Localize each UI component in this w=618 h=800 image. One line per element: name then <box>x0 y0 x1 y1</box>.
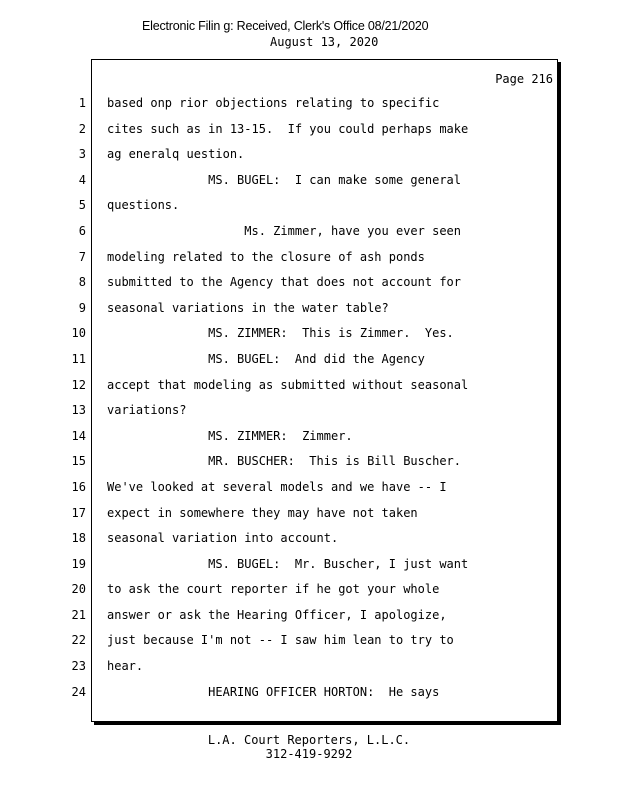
line-number: 2 <box>78 121 86 136</box>
reporter-phone-number: 312-419-9292 <box>265 747 353 761</box>
transcript-text <box>107 96 468 710</box>
transcript-line: ag eneralq uestion. <box>107 147 245 162</box>
transcript-line: variations? <box>107 403 187 418</box>
transcript-line: based onp rior objections relating to specific <box>107 96 440 110</box>
line-number: 7 <box>78 249 86 264</box>
line-number: 24 <box>71 684 86 699</box>
transcript-line: cites such as in 13-15. If you could perhaps make <box>107 121 469 136</box>
line-number: 13 <box>71 403 86 418</box>
line-number-column <box>62 96 86 710</box>
line-number: 9 <box>78 300 86 315</box>
court-reporter-footer <box>0 733 618 761</box>
page-number-label: Page 216 <box>495 72 553 86</box>
line-number: 3 <box>78 147 86 162</box>
transcript-line: seasonal variations in the water table? <box>107 300 389 315</box>
line-number: 8 <box>78 275 86 290</box>
line-number: 14 <box>71 428 86 443</box>
transcript-line: MS. ZIMMER: This is Zimmer. Yes. <box>107 326 454 341</box>
transcript-line: just because I'm not -- I saw him lean to try to <box>107 633 454 648</box>
transcript-line: questions. <box>107 198 180 213</box>
transcript-line: MS. ZIMMER: Zimmer. <box>107 428 353 443</box>
line-number: 10 <box>71 326 86 341</box>
transcript-line: MS. BUGEL: Mr. Buscher, I just want <box>107 556 469 571</box>
line-number: 21 <box>71 607 86 622</box>
line-number: 4 <box>78 172 86 187</box>
hearing-date: August 13, 2020 <box>270 35 379 49</box>
transcript-line: submitted to the Agency that does not account for <box>107 275 462 290</box>
line-number: 22 <box>71 633 86 648</box>
transcript-line: seasonal variation into account. <box>107 531 339 546</box>
transcript-line: MS. BUGEL: I can make some general <box>107 172 462 187</box>
transcript-line: accept that modeling as submitted without seasonal <box>107 377 469 392</box>
line-number: 15 <box>71 454 86 469</box>
line-number: 19 <box>71 556 86 571</box>
transcript-line: MR. BUSCHER: This is Bill Buscher. <box>107 454 462 469</box>
line-number: 17 <box>71 505 86 520</box>
transcript-line: answer or ask the Hearing Officer, I apologize, <box>107 607 447 622</box>
line-number: 1 <box>78 96 86 110</box>
transcript-line: HEARING OFFICER HORTON: He says <box>107 684 440 699</box>
transcript-line: expect in somewhere they may have not taken <box>107 505 418 520</box>
transcript-line: Ms. Zimmer, have you ever seen <box>107 223 462 238</box>
line-number: 20 <box>71 582 86 597</box>
reporter-company-name: L.A. Court Reporters, L.L.C. <box>207 733 411 747</box>
transcript-line: hear. <box>107 659 144 674</box>
line-number: 11 <box>71 351 86 366</box>
line-number: 23 <box>71 659 86 674</box>
electronic-filing-stamp: Electronic Filin g: Received, Clerk's Office 08/21/2020 <box>142 19 429 33</box>
line-number: 5 <box>78 198 86 213</box>
line-number: 16 <box>71 479 86 494</box>
line-number: 18 <box>71 531 86 546</box>
transcript-line: modeling related to the closure of ash ponds <box>107 249 425 264</box>
line-number: 6 <box>78 223 86 238</box>
line-number: 12 <box>71 377 86 392</box>
transcript-line: MS. BUGEL: And did the Agency <box>107 351 425 366</box>
transcript-line: We've looked at several models and we have -- I <box>107 479 447 494</box>
transcript-line: to ask the court reporter if he got your whole <box>107 582 440 597</box>
